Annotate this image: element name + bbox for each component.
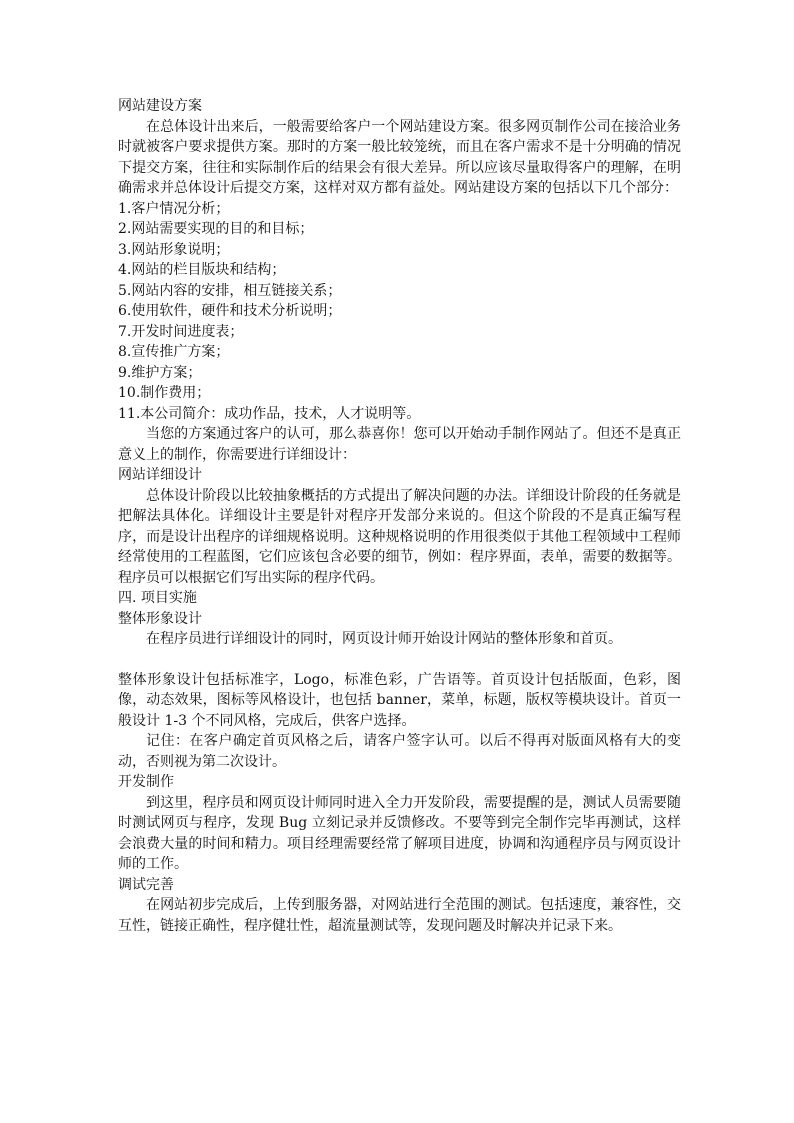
- section-title-development: 开发制作: [118, 774, 174, 790]
- paragraph-detailed-design: 总体设计阶段以比较抽象概括的方式提出了解决问题的办法。详细设计阶段的任务就是把解法具体化。详细设计主要是针对程序开发部分来说的。但这个阶段的不是真正编写程序，而是设计出程序的详细规格说明。这种规格说明的作用很类似于其他工程领域中工程师经常使用的工程蓝图，它们应该包含必要的细节，例如：程序界面，表单，需要的数据等。程序员可以根据它们写出实际的程序代码。: [118, 487, 681, 586]
- section-title-testing: 调试完善: [118, 876, 174, 893]
- section-title-overall-image: 整体形象设计: [118, 610, 202, 627]
- plan-contents-list: [118, 199, 681, 425]
- list-item: 5.网站内容的安排，相互链接关系；: [118, 282, 342, 299]
- list-item: 8.宣传推广方案；: [118, 344, 230, 360]
- list-item: 4.网站的栏目版块和结构；: [118, 262, 286, 278]
- paragraph-testing: 在网站初步完成后，上传到服务器，对网站进行全范围的测试。包括速度，兼容性，交互性，链接正确性，程序健壮性，超流量测试等，发现问题及时解决并记录下来。: [118, 897, 681, 934]
- list-item: 7.开发时间进度表；: [118, 323, 244, 340]
- section-title-implementation: 四. 项目实施: [118, 590, 197, 606]
- list-item: 3.网站形象说明；: [118, 241, 230, 258]
- list-item: 11.本公司简介：成功作品，技术，人才说明等。: [118, 405, 421, 422]
- list-item: 6.使用软件，硬件和技术分析说明；: [118, 303, 342, 319]
- document-page: [118, 96, 681, 936]
- list-item: 9.维护方案；: [118, 364, 202, 381]
- section-title-detailed-design: 网站详细设计: [118, 467, 202, 483]
- paragraph-client-signoff: 记住：在客户确定首页风格之后，请客户签字认可。以后不得再对版面风格有大的变动，否则视为第二次设计。: [118, 733, 681, 770]
- blank-line: [118, 650, 681, 670]
- paragraph-plan-intro: 在总体设计出来后，一般需要给客户一个网站建设方案。很多网页制作公司在接洽业务时就被客户要求提供方案。那时的方案一般比较笼统，而且在客户需求不是十分明确的情况下提交方案，往往和实际制作后的结果会有很大差异。所以应该尽量取得客户的理解，在明确需求并总体设计后提交方案，这样对双方都有益处。网站建设方案的包括以下几个部分：: [118, 118, 681, 196]
- section-title-website-plan: 网站建设方案: [118, 98, 202, 114]
- paragraph-image-design-intro: 在程序员进行详细设计的同时，网页设计师开始设计网站的整体形象和首页。: [146, 631, 622, 647]
- list-item: 2.网站需要实现的目的和目标；: [118, 221, 314, 237]
- list-item: 10.制作费用；: [118, 385, 211, 401]
- paragraph-plan-approval: 当您的方案通过客户的认可，那么恭喜你！您可以开始动手制作网站了。但还不是真正意义上的制作，你需要进行详细设计：: [118, 426, 681, 463]
- list-item: 1.客户情况分析；: [118, 200, 230, 217]
- paragraph-development: 到这里，程序员和网页设计师同时进入全力开发阶段，需要提醒的是，测试人员需要随时测试网页与程序，发现 Bug 立刻记录并反馈修改。不要等到完全制作完毕再测试，这样会浪费大量的时间和精力。项目经理需要经常了解项目进度，协调和沟通程序员与网页设计师的工作。: [118, 794, 681, 872]
- paragraph-image-design-content: 整体形象设计包括标准字，Logo，标准色彩，广告语等。首页设计包括版面，色彩，图像，动态效果，图标等风格设计，也包括 banner，菜单，标题，版权等模块设计。首页一般设计 1-3 个不同风格，完成后，供客户选择。: [118, 671, 681, 729]
